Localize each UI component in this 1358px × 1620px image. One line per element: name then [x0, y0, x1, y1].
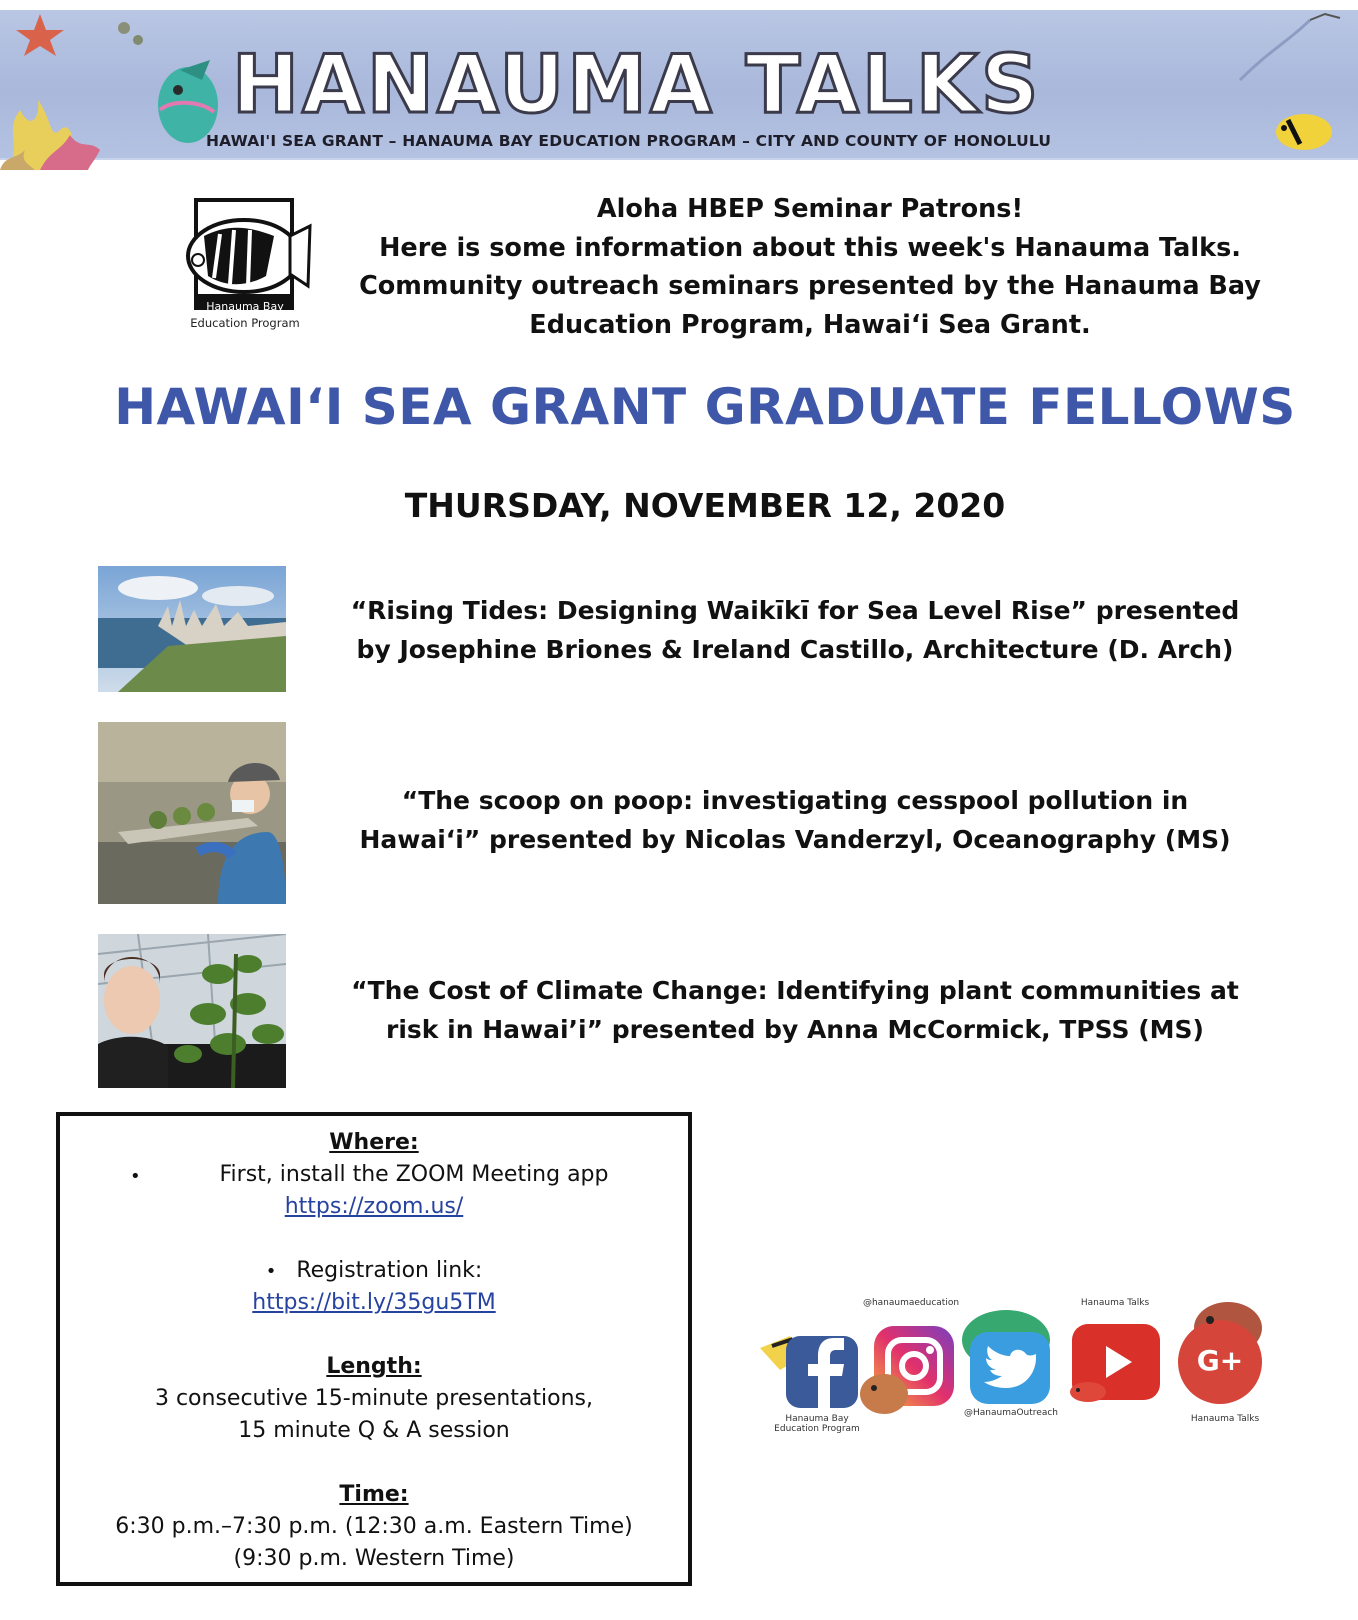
intro-line-2: Here is some information about this week's Hanauma Talks. [379, 232, 1241, 263]
twitter-icon[interactable] [956, 1310, 1066, 1410]
coral-icon [0, 80, 150, 170]
seagull-icon [1230, 10, 1350, 90]
youtube-icon[interactable] [1066, 1318, 1166, 1408]
talk-2 [330, 782, 1260, 859]
shell-icon [110, 14, 150, 54]
greenhouse-plant-photo [98, 934, 286, 1088]
time-line-1: 6:30 p.m.–7:30 p.m. (12:30 a.m. Eastern Time) [115, 1514, 633, 1539]
zoom-link[interactable]: https://zoom.us/ [284, 1194, 464, 1219]
logo-caption-line1: Hanauma Bay [206, 300, 284, 313]
instagram-icon[interactable] [856, 1318, 966, 1418]
talk-3 [330, 972, 1260, 1049]
page-headline: HAWAIʻI SEA GRANT GRADUATE FELLOWS [114, 378, 1296, 436]
bullet-registration: • [265, 1261, 277, 1282]
talk-1-line-1: “Rising Tides: Designing Waikīkī for Sea Level Rise” presented [350, 596, 1240, 625]
talk-3-line-2: risk in Hawai’i” presented by Anna McCormick, TPSS (MS) [386, 1014, 1204, 1044]
intro-line-1: Aloha HBEP Seminar Patrons! [596, 194, 1024, 224]
registration-link[interactable]: https://bit.ly/35gu5TM [252, 1290, 496, 1315]
length-line-2: 15 minute Q & A session [238, 1418, 510, 1443]
event-date: THURSDAY, NOVEMBER 12, 2020 [404, 486, 1006, 525]
registration-text: Registration link: [296, 1258, 483, 1283]
twitter-label: @HanaumaOutreach [963, 1408, 1058, 1418]
waikiki-skyline-photo [98, 566, 286, 692]
talk-1-line-2: by Josephine Briones & Ireland Castillo, Architecture (D. Arch) [356, 634, 1234, 664]
hbep-logo [174, 196, 316, 336]
butterflyfish-icon [1270, 108, 1340, 158]
facebook-label-1: Hanauma Bay [785, 1414, 849, 1424]
header-banner [0, 10, 1358, 160]
length-line-1: 3 consecutive 15-minute presentations, [154, 1386, 594, 1411]
talk-2-line-1: “The scoop on poop: investigating cesspool pollution in [401, 786, 1189, 815]
install-text: First, install the ZOOM Meeting app [219, 1162, 609, 1187]
logo-caption-line2: Education Program [190, 316, 300, 330]
banner-subtitle: HAWAI'I SEA GRANT – HANAUMA BAY EDUCATION PROGRAM – CITY AND COUNTY OF HONOLULU [206, 132, 1052, 150]
butterflyfish-logo-icon [174, 196, 316, 316]
googleplus-label: Hanauma Talks [1190, 1414, 1260, 1424]
time-heading: Time: [339, 1482, 409, 1507]
facebook-icon[interactable] [760, 1318, 870, 1414]
lab-researcher-photo [98, 722, 286, 904]
intro-text [320, 190, 1300, 344]
starfish-icon [10, 10, 70, 60]
intro-line-3: Community outreach seminars presented by the Hanauma Bay [359, 271, 1261, 301]
talk-1 [330, 592, 1260, 669]
bullet-install: • [130, 1166, 141, 1187]
banner-title: HANAUMA TALKS [232, 38, 1042, 131]
where-heading: Where: [329, 1130, 419, 1155]
googleplus-glyph: G+ [1196, 1344, 1244, 1377]
time-line-2: (9:30 p.m. Western Time) [233, 1546, 515, 1571]
youtube-label: Hanauma Talks [1080, 1298, 1150, 1308]
social-media-links [760, 1298, 1320, 1434]
length-heading: Length: [326, 1354, 422, 1379]
facebook-label-2: Education Program [774, 1424, 860, 1434]
talk-3-line-1: “The Cost of Climate Change: Identifying plant communities at [351, 976, 1239, 1005]
event-info-box [56, 1112, 692, 1586]
talk-2-line-2: Hawaiʻi” presented by Nicolas Vanderzyl, Oceanography (MS) [359, 824, 1231, 854]
instagram-label: @hanaumaeducation [862, 1298, 960, 1308]
intro-line-4: Education Program, Hawaiʻi Sea Grant. [529, 309, 1091, 340]
